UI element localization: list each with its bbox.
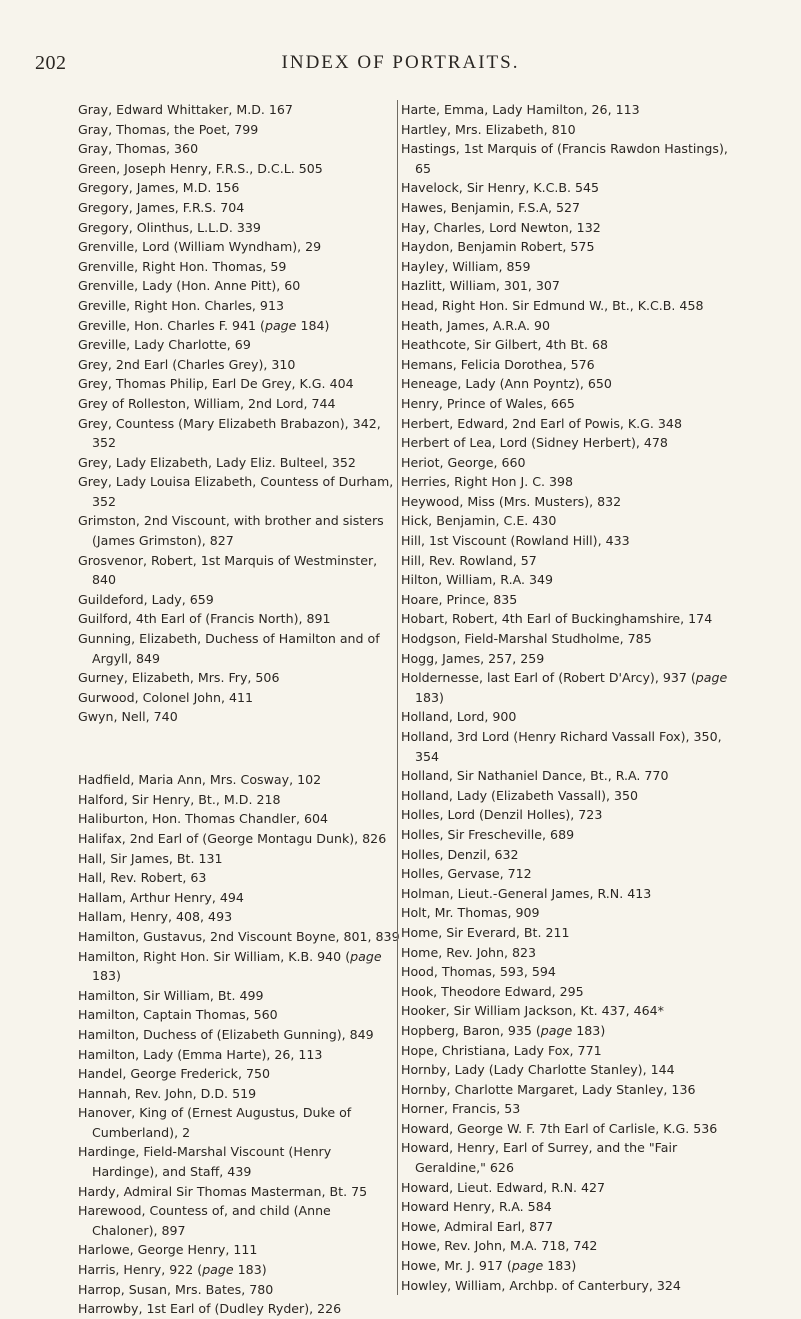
index-entry: Gurney, Elizabeth, Mrs. Fry, 506	[78, 670, 280, 686]
index-column-right	[397, 100, 729, 1295]
index-entry: Howard, Lieut. Edward, R.N. 427	[401, 1179, 606, 1195]
index-entry: Hallam, Arthur Henry, 494	[78, 889, 244, 905]
index-entry: Grey, Lady Elizabeth, Lady Eliz. Bulteel, 352	[78, 454, 356, 470]
index-entry: Haydon, Benjamin Robert, 575	[401, 239, 595, 255]
index-entry: Hardy, Admiral Sir Thomas Masterman, Bt. 75	[78, 1183, 368, 1199]
index-entry: Greville, Lady Charlotte, 69	[78, 337, 251, 353]
index-entry: Holland, Lord, 900	[401, 709, 517, 725]
index-entry: Hill, 1st Viscount (Rowland Hill), 433	[401, 533, 630, 549]
index-entry: Howley, William, Archbp. of Canterbury, 324	[401, 1277, 681, 1293]
index-entry: Hamilton, Captain Thomas, 560	[78, 1007, 278, 1023]
index-entry: Hobart, Robert, 4th Earl of Buckinghamshire, 174	[401, 611, 713, 627]
index-entry: Grey, Thomas Philip, Earl De Grey, K.G. 404	[78, 376, 354, 392]
index-entry: Hogg, James, 257, 259	[401, 650, 545, 666]
index-entry: Head, Right Hon. Sir Edmund W., Bt., K.C.B. 458	[401, 297, 704, 313]
index-entry: Hilton, William, R.A. 349	[401, 572, 554, 588]
index-entry: Halifax, 2nd Earl of (George Montagu Dunk), 826	[78, 830, 387, 846]
index-entry: Guilford, 4th Earl of (Francis North), 891	[78, 611, 331, 627]
index-entry: Howard Henry, R.A. 584	[401, 1199, 552, 1215]
index-entry: Hoare, Prince, 835	[401, 591, 518, 607]
index-entry: Grey, Countess (Mary Elizabeth Brabazon), 342, 352	[78, 415, 381, 451]
index-entry: Holland, Sir Nathaniel Dance, Bt., R.A. 770	[401, 768, 669, 784]
index-entry: Grey, Lady Louisa Elizabeth, Countess of Durham, 352	[78, 474, 394, 509]
index-entry: Harlowe, George Henry, 111	[78, 1242, 258, 1258]
index-entry: Horner, Francis, 53	[401, 1101, 521, 1117]
index-entry: Hamilton, Sir William, Bt. 499	[78, 987, 264, 1003]
index-entry: Gregory, Olinthus, L.L.D. 339	[78, 219, 261, 235]
index-entry: Gwyn, Nell, 740	[78, 709, 178, 725]
index-entry: Herbert of Lea, Lord (Sidney Herbert), 478	[401, 435, 668, 451]
index-entry: Grenville, Lord (William Wyndham), 29	[78, 239, 322, 255]
index-entry: Howe, Admiral Earl, 877	[401, 1218, 554, 1234]
index-entry: Hardinge, Field-Marshal Viscount (Henry Hardinge), and Staff, 439	[78, 1144, 332, 1180]
index-entry: Home, Rev. John, 823	[401, 944, 537, 960]
index-entry: Heneage, Lady (Ann Poyntz), 650	[401, 376, 612, 392]
index-entry: Gregory, James, M.D. 156	[78, 180, 240, 196]
index-column-left	[78, 100, 400, 1319]
index-entry: Hanover, King of (Ernest Augustus, Duke of Cumberland), 2	[78, 1105, 352, 1140]
index-entry: Heathcote, Sir Gilbert, 4th Bt. 68	[401, 337, 609, 353]
page-number: 202	[35, 52, 67, 74]
index-entry: Holman, Lieut.-General James, R.N. 413	[401, 885, 652, 901]
index-entry: Harrop, Susan, Mrs. Bates, 780	[78, 1281, 274, 1297]
index-entry: Gray, Thomas, the Poet, 799	[78, 121, 259, 137]
index-entry: Hazlitt, William, 301, 307	[401, 278, 560, 294]
index-entry: Harewood, Countess of, and child (Anne Chaloner), 897	[78, 1203, 331, 1238]
index-entry: Hamilton, Gustavus, 2nd Viscount Boyne, 801, 839	[78, 928, 400, 944]
index-entry: Harris, Henry, 922 (page 183)	[78, 1262, 267, 1278]
index-entry: Hartley, Mrs. Elizabeth, 810	[401, 121, 576, 137]
index-entry: Hooker, Sir William Jackson, Kt. 437, 464*	[401, 1003, 664, 1019]
index-entry: Gray, Thomas, 360	[78, 141, 199, 157]
index-entry: Holles, Sir Frescheville, 689	[401, 826, 575, 842]
index-entry: Grey, 2nd Earl (Charles Grey), 310	[78, 356, 296, 372]
index-entry: Grenville, Lady (Hon. Anne Pitt), 60	[78, 278, 301, 294]
index-entry: Howe, Rev. John, M.A. 718, 742	[401, 1238, 598, 1254]
index-entry: Hornby, Charlotte Margaret, Lady Stanley, 136	[401, 1081, 696, 1097]
index-entry: Hopberg, Baron, 935 (page 183)	[401, 1022, 606, 1038]
index-entry: Gurwood, Colonel John, 411	[78, 689, 253, 705]
index-entry: Green, Joseph Henry, F.R.S., D.C.L. 505	[78, 160, 323, 176]
index-entry: Home, Sir Everard, Bt. 211	[401, 924, 570, 940]
index-entry: Grenville, Right Hon. Thomas, 59	[78, 258, 287, 274]
index-entry: Hannah, Rev. John, D.D. 519	[78, 1085, 257, 1101]
index-entry: Heath, James, A.R.A. 90	[401, 317, 551, 333]
index-entry: Hornby, Lady (Lady Charlotte Stanley), 144	[401, 1062, 675, 1078]
index-entry: Hastings, 1st Marquis of (Francis Rawdon Hastings), 65	[401, 141, 728, 176]
index-entry: Hay, Charles, Lord Newton, 132	[401, 219, 601, 235]
index-entry: Howard, George W. F. 7th Earl of Carlisle, K.G. 536	[401, 1120, 718, 1136]
index-entry: Hemans, Felicia Dorothea, 576	[401, 356, 595, 372]
index-entry: Hayley, William, 859	[401, 258, 531, 274]
index-entry: Handel, George Frederick, 750	[78, 1066, 270, 1082]
index-entry: Havelock, Sir Henry, K.C.B. 545	[401, 180, 600, 196]
index-entry: Holdernesse, last Earl of (Robert D'Arcy), 937 (page 183)	[401, 670, 728, 705]
index-entry: Hamilton, Lady (Emma Harte), 26, 113	[78, 1046, 323, 1062]
index-entry: Hall, Rev. Robert, 63	[78, 870, 207, 886]
running-title: INDEX OF PORTRAITS.	[281, 52, 520, 73]
index-entry: Gray, Edward Whittaker, M.D. 167	[78, 102, 293, 117]
section-gap	[78, 740, 400, 758]
index-entry: Holland, 3rd Lord (Henry Richard Vassall Fox), 350, 354	[401, 729, 722, 764]
index-entry: Hadfield, Maria Ann, Mrs. Cosway, 102	[78, 772, 322, 788]
index-entry: Hill, Rev. Rowland, 57	[401, 552, 537, 568]
index-entry: Greville, Hon. Charles F. 941 (page 184)	[78, 317, 330, 333]
index-entry: Hall, Sir James, Bt. 131	[78, 850, 223, 866]
index-entry: Gunning, Elizabeth, Duchess of Hamilton and of Argyll, 849	[78, 631, 380, 666]
index-entry: Holles, Denzil, 632	[401, 846, 519, 862]
index-entry: Heriot, George, 660	[401, 454, 526, 470]
index-entry: Hope, Christiana, Lady Fox, 771	[401, 1042, 602, 1058]
index-entry: Harte, Emma, Lady Hamilton, 26, 113	[401, 102, 640, 117]
index-entry: Harrowby, 1st Earl of (Dudley Ryder), 226	[78, 1301, 342, 1317]
index-entry: Hawes, Benjamin, F.S.A, 527	[401, 199, 581, 215]
index-entry: Holland, Lady (Elizabeth Vassall), 350	[401, 787, 639, 803]
index-entry: Henry, Prince of Wales, 665	[401, 395, 575, 411]
index-entry: Halford, Sir Henry, Bt., M.D. 218	[78, 791, 281, 807]
index-entry: Grey of Rolleston, William, 2nd Lord, 744	[78, 395, 336, 411]
index-entry: Guildeford, Lady, 659	[78, 591, 214, 607]
index-entry: Haliburton, Hon. Thomas Chandler, 604	[78, 811, 328, 827]
index-entry: Hamilton, Right Hon. Sir William, K.B. 940 (page 183)	[78, 948, 382, 984]
index-entry: Hick, Benjamin, C.E. 430	[401, 513, 557, 529]
index-entry: Hook, Theodore Edward, 295	[401, 983, 584, 999]
index-entry: Herries, Right Hon J. C. 398	[401, 474, 574, 490]
index-entry: Hallam, Henry, 408, 493	[78, 909, 233, 925]
index-entry: Gregory, James, F.R.S. 704	[78, 199, 245, 215]
index-entry: Grosvenor, Robert, 1st Marquis of Westminster, 840	[78, 552, 378, 588]
index-entry: Heywood, Miss (Mrs. Musters), 832	[401, 493, 622, 509]
index-entry: Hood, Thomas, 593, 594	[401, 964, 556, 980]
index-entry: Grimston, 2nd Viscount, with brother and sisters (James Grimston), 827	[78, 513, 384, 549]
index-entry: Howe, Mr. J. 917 (page 183)	[401, 1258, 577, 1274]
index-entry: Holles, Lord (Denzil Holles), 723	[401, 807, 603, 823]
index-entry: Howard, Henry, Earl of Surrey, and the "Fair Geraldine," 626	[401, 1140, 678, 1176]
index-entry: Hamilton, Duchess of (Elizabeth Gunning), 849	[78, 1026, 374, 1042]
page-header	[0, 52, 801, 76]
index-entry: Holt, Mr. Thomas, 909	[401, 905, 540, 921]
index-entry: Holles, Gervase, 712	[401, 866, 532, 882]
index-entry: Greville, Right Hon. Charles, 913	[78, 297, 284, 313]
index-entry: Herbert, Edward, 2nd Earl of Powis, K.G. 348	[401, 415, 682, 431]
index-entry: Hodgson, Field-Marshal Studholme, 785	[401, 631, 652, 647]
